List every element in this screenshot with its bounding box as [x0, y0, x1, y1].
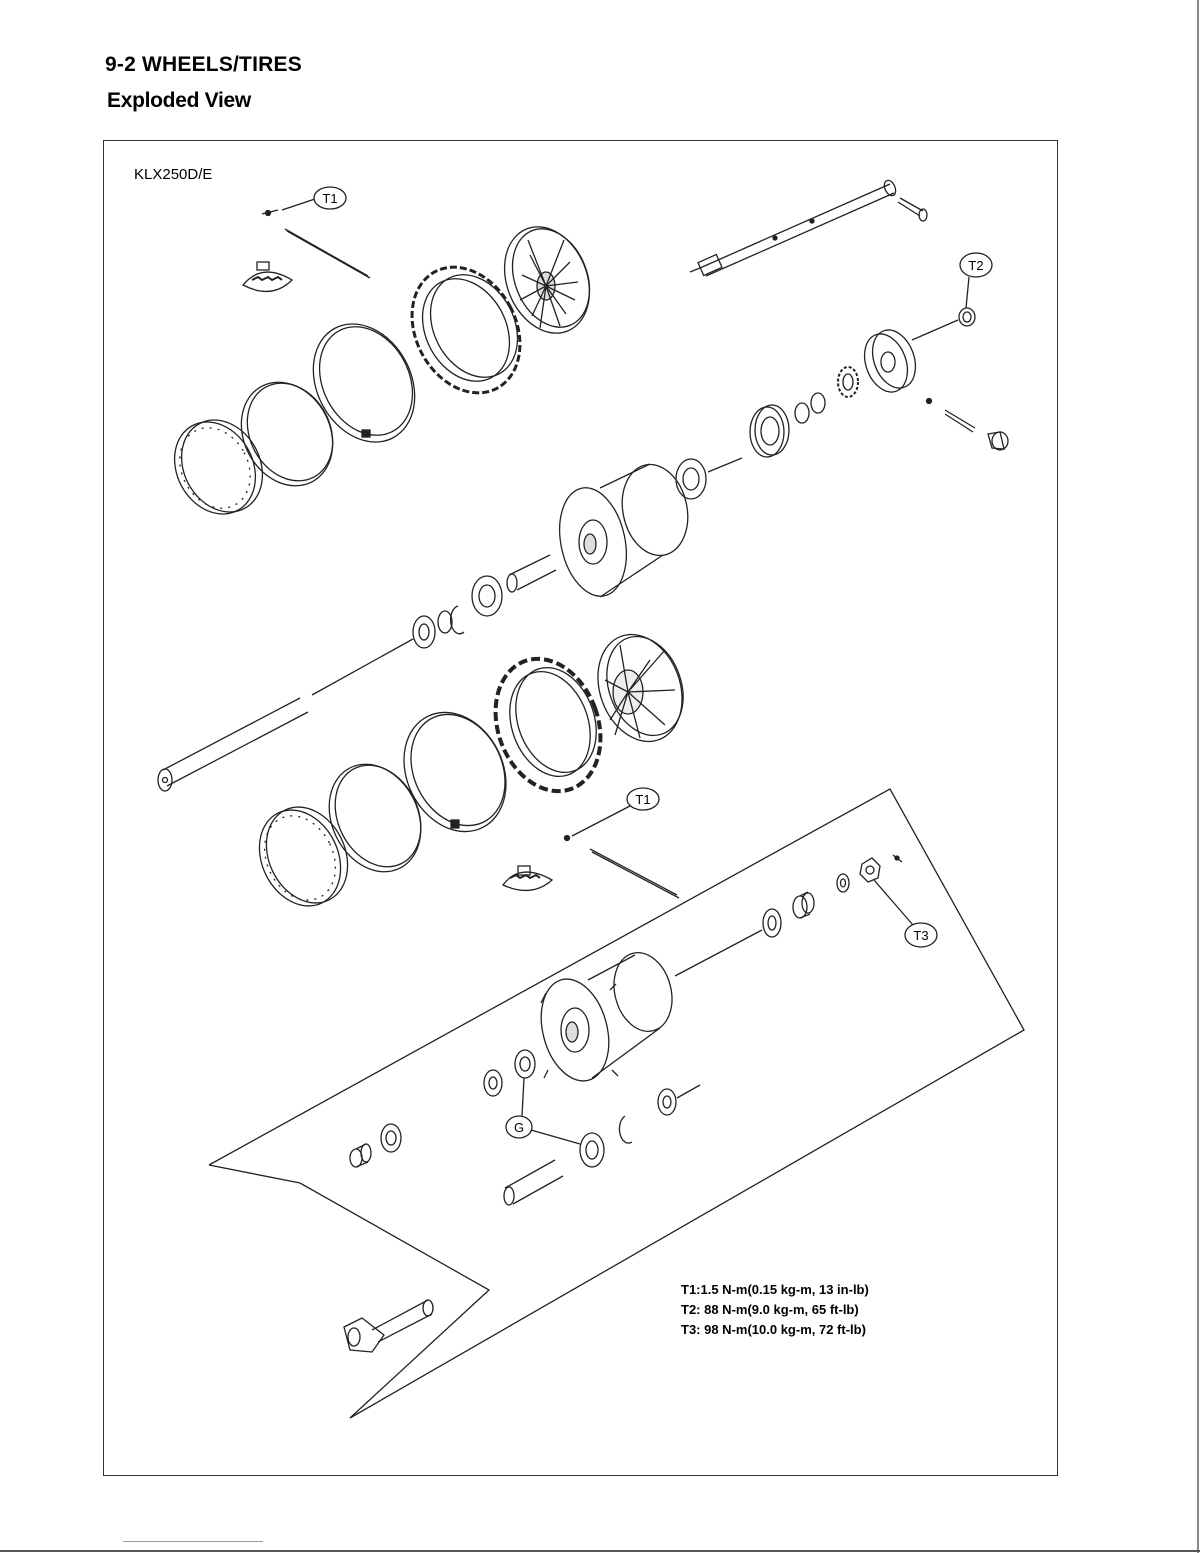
torque-spec-t1: T1:1.5 N-m(0.15 kg-m, 13 in-lb)	[681, 1282, 869, 1297]
page-bottom-rule	[0, 1550, 1200, 1552]
t1-top-label: T1	[322, 191, 338, 206]
model-label: KLX250D/E	[134, 166, 213, 183]
section-heading: 9-2 WHEELS/TIRES	[105, 53, 302, 76]
t2-label: T2	[968, 258, 984, 273]
g-label: G	[513, 1120, 525, 1135]
t3-label: T3	[913, 928, 929, 943]
torque-spec-t3: T3: 98 N-m(10.0 kg-m, 72 ft-lb)	[681, 1322, 866, 1337]
footer-link-underline[interactable]	[123, 1541, 263, 1542]
page-title: Exploded View	[107, 89, 251, 112]
t1-mid-label: T1	[635, 792, 651, 807]
torque-spec-t2: T2: 88 N-m(9.0 kg-m, 65 ft-lb)	[681, 1302, 859, 1317]
